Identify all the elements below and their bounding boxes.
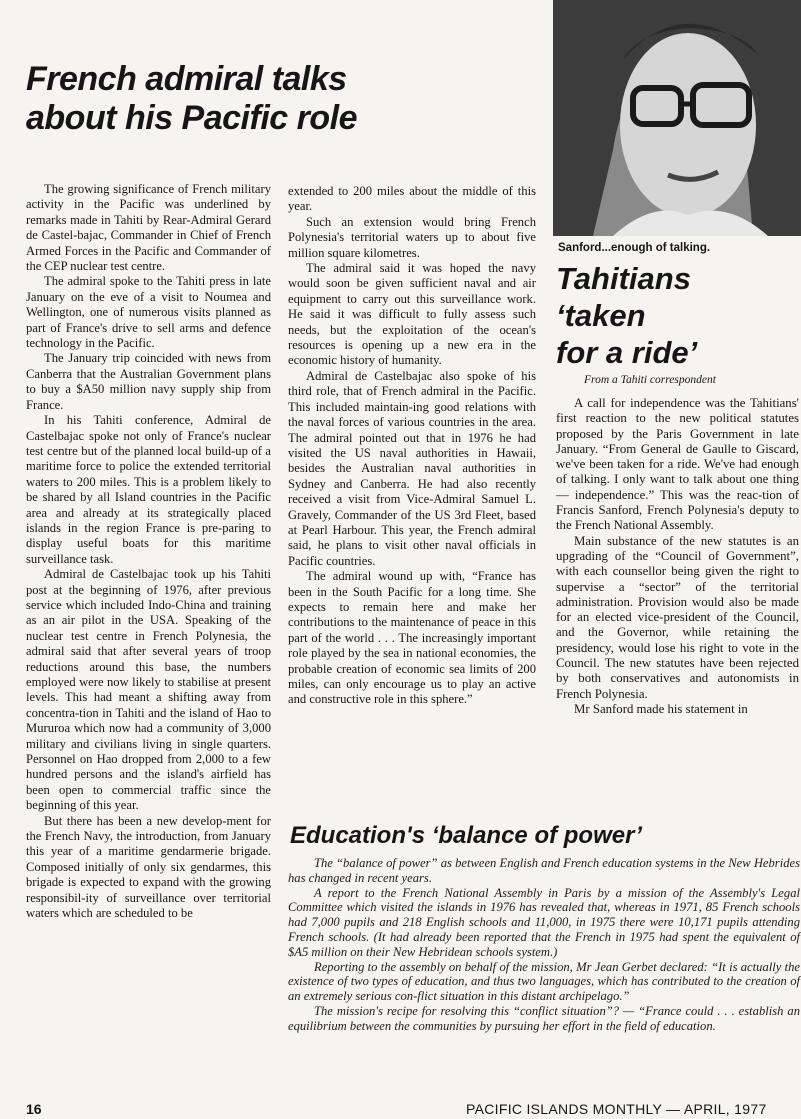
education-paragraph: The “balance of power” as between English and French education systems in the New Hebrides has changed in recent years. — [288, 856, 800, 885]
portrait-image — [553, 0, 801, 236]
article-paragraph: The admiral said it was hoped the navy would soon be given sufficient naval and air equipment to carry out this surveillance work. He said it was difficult to fully assess such needs, but the exploitation of the ocean's resources is opening up a new era in the economic history of humanity. — [288, 261, 536, 368]
article-paragraph: Admiral de Castelbajac also spoke of his third role, that of French admiral in the Pacific. This included maintain-ing good relations with the naval forces of various countries in the area. The admiral pointed out that in 1976 he had visited the US naval authorities in Hawaii, besides the Australian naval authorities in Sydney and Canberra. He had also recently received a visit from Vice-Admiral Samuel L. Gravely, Commander of the US 3rd Fleet, based at Pearl Harbour. This year, the French admiral said, he plans to visit other naval officials in Pacific countries. — [288, 368, 536, 568]
portrait-photo — [553, 0, 801, 236]
sidebar-headline-line-2: ‘taken — [556, 298, 646, 333]
headline-line-2: about his Pacific role — [26, 99, 357, 137]
sidebar-column — [556, 396, 799, 717]
article-paragraph: The growing significance of French military activity in the Pacific was underlined by remarks made in Tahiti by Rear-Admiral Gerard de Castel-bajac, Commander in Chief of French Armed Forces in the Pacific and Commander of the CEP nuclear test centre. — [26, 182, 271, 274]
article-paragraph: In his Tahiti conference, Admiral de Castelbajac spoke not only of France's nuclear test centre but of the planned local build-up of a maritime force to police the extended territorial waters to 200 miles. This is a problem likely to be shared by all Island countries in the Pacific area and already at its strategically placed islands in the region France is pre-paring to display useful boats for this maritime surveillance task. — [26, 413, 271, 566]
education-paragraph: Reporting to the assembly on behalf of the mission, Mr Jean Gerbet declared: “It is actually the existence of two types of education, and thus two languages, which has contributed to the creation of an extremely serious con-flict situation in this distant archipelago.” — [288, 959, 800, 1004]
sidebar-headline-line-3: for a ride’ — [556, 335, 698, 370]
education-headline: Education's ‘balance of power’ — [290, 822, 642, 849]
article-paragraph: The January trip coincided with news from Canberra that the Australian Government plans to buy a $A50 million navy supply ship from France. — [26, 351, 271, 412]
article-column-2 — [288, 184, 536, 708]
sidebar-headline — [556, 260, 796, 371]
article-paragraph: Such an extension would bring French Polynesia's territorial waters up to about five million square kilometres. — [288, 214, 536, 260]
education-paragraph: The mission's recipe for resolving this “conflict situation”? — “France could . . . establish an equilibrium between the communities by pursuing her effort in the field of education. — [288, 1003, 800, 1033]
article-paragraph: Admiral de Castelbajac took up his Tahiti post at the beginning of 1976, after previous service which included Indo-China and training as an air pilot in the USA. Speaking of the nuclear test centre in French Polynesia, the admiral said that after several years of troop reductions around this base, the numbers employed were now likely to stabilise at present levels. This had meant a shifting away from concentra-tion in Tahiti and the island of Hao to Mururoa which now had a community of 3,000 military and civilians living in single quarters. Personnel on Hao dropped from 2,000 to a few hundred persons and the island's airfield has been open to commercial traffic since the beginning of this year. — [26, 567, 271, 813]
article-paragraph: The admiral wound up with, “France has been in the South Pacific for a long time. She expects to remain here and make her contributions to the maintenance of peace in this part of the world . . . The increasingly important role played by the sea in national economies, the probable creation of economic sea limits of 200 miles, can only encourage us to play an active and constructive role in this sphere.” — [288, 569, 536, 707]
sidebar-byline: From a Tahiti correspondent — [584, 374, 716, 386]
page-number: 16 — [26, 1101, 42, 1117]
sidebar-paragraph: Mr Sanford made his statement in — [574, 701, 748, 716]
publication-footer: PACIFIC ISLANDS MONTHLY — APRIL, 1977 — [466, 1101, 767, 1117]
education-paragraph: A report to the French National Assembly in Paris by a mission of the Assembly's Legal Committee which visited the islands in 1976 has revealed that, whereas in 1971, 85 French schools had 7,000 pupils and 218 English schools and 11,000, in 1975 there were 10,171 pupils attending French schools. (It had already been reported that the French in 1975 had spent the equivalent of $A5 million on their New Hebridean schools system.) — [288, 885, 800, 959]
article-paragraph: The admiral spoke to the Tahiti press in late January on the eve of a visit to Noumea and Wellington, one of numerous visits planned as part of France's drive to sell arms and defence technology in the Pacific. — [26, 274, 271, 351]
article-column-1 — [26, 182, 271, 922]
education-article — [288, 856, 800, 1034]
article-headline — [26, 60, 536, 138]
headline-line-1: French admiral talks — [26, 60, 347, 98]
sidebar-paragraph: Main substance of the new statutes is an upgrading of the “Council of Government”, with each counsellor being given the right to supervise a “sector” of the territorial administration. Provision would also be made for an elected vice-president of the Council, and the Governor, while retaining the presidency, would lose his right to vote in the Council. The new statutes have been rejected by both conservatives and autonomists in French Polynesia. — [556, 533, 799, 701]
photo-caption: Sanford...enough of talking. — [558, 242, 711, 254]
article-paragraph: extended to 200 miles about the middle of this year. — [288, 184, 536, 214]
sidebar-paragraph: A call for independence was the Tahitians' first reaction to the new political statutes proposed by the Paris Government in late January. “From General de Gaulle to Giscard, we've been taken for a ride. We've had enough of talking. I only want to talk about one thing — independence.” This was the reac-tion of Francis Sanford, French Polynesia's deputy to the French National Assembly. — [556, 396, 799, 533]
sidebar-headline-line-1: Tahitians — [556, 261, 691, 296]
article-paragraph: But there has been a new develop-ment for the French Navy, the introduction, from January this year of a maritime gendarmerie brigade. Composed initially of only six gendarmes, this brigade is expected to expand with the growing responsibil-ity of surveillance over territorial waters which are scheduled to be — [26, 813, 271, 921]
